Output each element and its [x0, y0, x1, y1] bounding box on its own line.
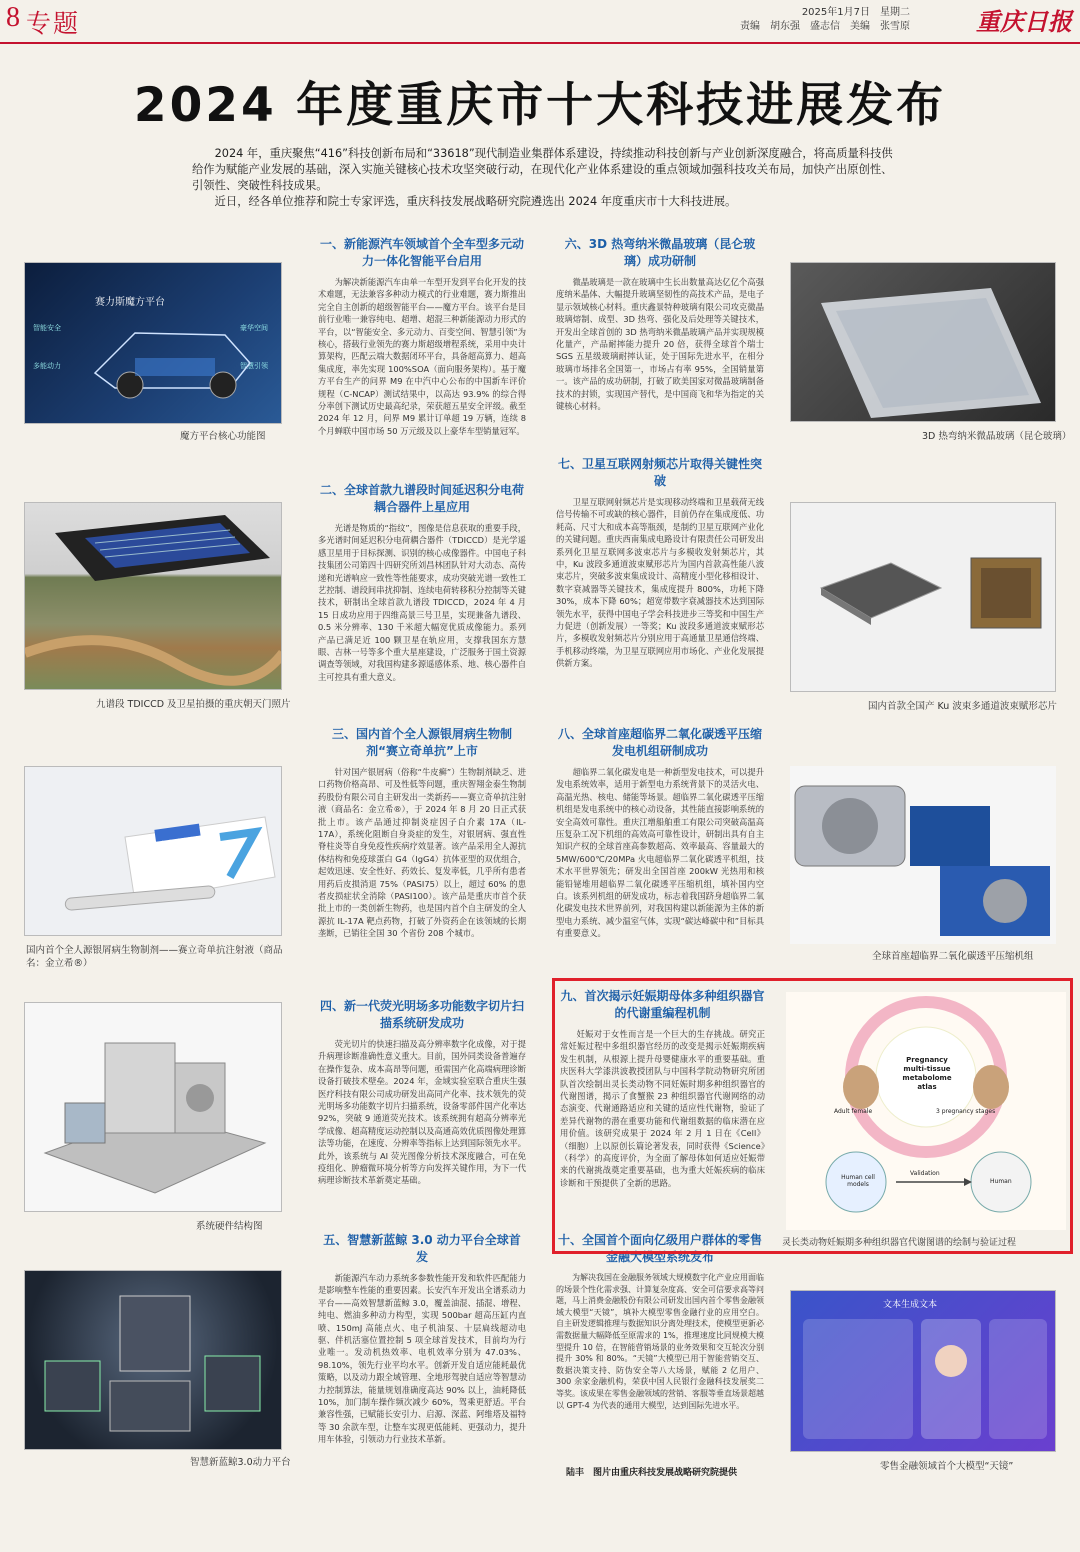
photo-rf-chip — [790, 502, 1056, 692]
article-title: 九、首次揭示妊娠期母体多种组织器官的代谢重编程机制 — [560, 989, 765, 1020]
photo-caption: 灵长类动物妊娠期多种组织器官代谢图谱的绘制与验证过程 — [782, 1238, 1017, 1248]
atlas-label: Validation — [910, 1170, 940, 1177]
photo-caption: 智慧新蓝鲸3.0动力平台 — [190, 1457, 291, 1468]
article-body: 为解决我国在金融服务领域大规模数字化产业应用面临的场景个性化需求强、计算复杂度高、安全可信要求高等问题，马上消费金融股份有限公司研发出国内首个零售金融领域大模型“天镜”，填补大模型零售金融行业的应用空白。自主研发逻辑推理与数据知识分离处理技术，使模型更新必需数据量大幅降低至原需求的 1%，推理速度比同规模大模型提升 10 倍，在智能营销场景的业务效果和交互轮次分别提升 30% 和 80%。“天镜”大模型已用于智能营销交互、数据决策支持、防伪安全等八大场景，赋能 2 亿用户、300 余家金融机构，荣获中国人民银行金融科技发展奖二等奖。该成果在零售金融领域的营销、客服等垂直场景超越以 GPT-4 为代表的通用大模型，达到国际先进水平。 — [556, 1273, 764, 1410]
article-8 — [556, 726, 764, 940]
article-6 — [556, 236, 764, 412]
article-3 — [318, 726, 526, 940]
atlas-label: 3 pregnancy stages — [936, 1108, 996, 1115]
photo-scanner-hardware — [24, 1002, 282, 1212]
drug-box-label: 赛立奇单抗注射液 — [152, 834, 210, 850]
photo-caption: 系统硬件结构图 — [196, 1221, 263, 1232]
photo-drug-box — [24, 766, 282, 936]
section-name: 专题 — [26, 9, 81, 38]
date-line: 2025年1月7日 星期二 — [801, 7, 910, 18]
page-number: 8 — [6, 2, 20, 33]
photo-caption: 零售金融领域首个大模型“天镜” — [880, 1461, 1014, 1472]
screen-title: 文本生成文本 — [883, 1300, 938, 1310]
photo-tdiccd — [24, 502, 282, 690]
photo-caption: 3D 热弯纳米微晶玻璃（昆仑玻璃） — [922, 431, 1072, 442]
article-body: 微晶玻璃是一款在玻璃中生长出数量高达亿亿个高强度纳米晶体、大幅提升玻璃坚韧性的高技术产品，是电子显示领域核心材料。重庆鑫景特种玻璃有限公司攻克微晶玻璃熔制、成型、3D 热弯、强化及后处理等关键技术，开发出全球首创的 3D 热弯纳米微晶玻璃产品并实现规模化量产，产品耐摔能力提升 20 倍，获得全球首个瑞士 SGS 五星级玻璃耐摔认证，处于国际先进水平，在相分玻璃市场排名全国第一，市场占有率 95%，全国销量第一。该产品的成功研制，打破了欧美国家对微晶玻璃制备技术的封锁，实现国产替代，是中国商飞和华为指定的关键核心材料。 — [556, 277, 764, 412]
drug-package-illustration — [25, 767, 282, 936]
article-title: 八、全球首座超临界二氧化碳透平压缩发电机组研制成功 — [557, 727, 762, 758]
intro-paragraph: 2024 年，重庆聚焦“416”科技创新布局和“33618”现代制造业集群体系建设，持续推动科技创新与产业创新深度融合，将高质量科技供给作为赋能产业发展的基础，深入实施关键核心技术攻坚突破行动，在现代化产业体系建设的重点领域加强科技攻关布局，加快产出原创性、引领性、突破性科技成果。 — [192, 147, 893, 192]
photo-label: 多能动力 — [33, 362, 61, 370]
photo-glass — [790, 262, 1056, 422]
photo-caption: 国内首款全国产 Ku 波束多通道波束赋形芯片 — [868, 701, 1057, 712]
photo-caption: 国内首个全人源银屑病生物制剂——赛立奇单抗注射液（商品名：金立希®） — [26, 945, 283, 969]
photo-caption: 九谱段 TDICCD 及卫星拍摄的重庆朝天门照片 — [96, 699, 291, 710]
masthead — [0, 0, 1080, 44]
article-title: 五、智慧新蓝鲸 3.0 动力平台全球首发 — [323, 1233, 521, 1264]
paper-logo: 重庆日报 — [976, 7, 1072, 36]
photo-tianjing-model — [790, 1290, 1056, 1452]
byline: 陆丰 图片由重庆科技发展战略研究院提供 — [566, 1468, 738, 1478]
intro-paragraph: 近日，经各单位推荐和院士专家评选，重庆科技发展战略研究院遴选出 2024 年度重庆市十大科技进展。 — [214, 195, 737, 208]
glass-illustration — [791, 263, 1056, 422]
atlas-label: Human — [990, 1178, 1012, 1185]
article-1 — [318, 236, 526, 437]
article-title: 七、卫星互联网射频芯片取得关键性突破 — [557, 457, 762, 488]
article-10 — [556, 1232, 764, 1411]
editors-line: 责编 胡东强 盛志信 美编 张雪原 — [740, 21, 910, 32]
article-body: 针对国产银屑病（俗称“牛皮癣”）生物制剂缺乏、进口药物价格高昂、可及性低等问题，重庆智翔金泰生物制药股份有限公司自主研发出一类新药——赛立奇单抗注射液（商品名：金立希®），于 2024 年 8 月 20 日正式获批上市。该产品通过抑制炎症因子白介素 17A（IL-17A），系统化阻断自身炎症的发生，对银屑病、强直性脊柱炎等自身免疫性疾病疗效显著。该产品采用全人源抗体结构和免疫球蛋白 G4（IgG4）抗体亚型的双优组合，起效迅速、安全性好、药效长、复发率低，几乎所有患者用药后皮损消退 75%（PASI75）以上，超过 60% 的患者皮损症状全消除（PASI100）。该产品是重庆市首个获批上市的一类创新生物药，也是国内首个自主研发的全人源抗 IL-17A 靶点药物，打破了外资药企在该领域的长期垄断，已销往全国 30 个省份 208 个城市。 — [318, 767, 527, 939]
photo-bluewhale-engines — [24, 1270, 282, 1450]
article-body: 卫星互联网射频芯片是实现移动终端和卫星载荷无线信号传输不可或缺的核心器件，目前仍存在集成度低、功耗高、尺寸大和成本高等瓶颈，是制约卫星互联网产业化的关键问题。重庆西南集成电路设计有限责任公司研发出系列化卫星互联网多波束芯片与多模收发射频芯片，其中，Ku 波段多通道波束赋形芯片为国内首款高性能八波束芯片，突破多波束集成设计、高精度小型化移相设计、数字衰减器等关键技术，集成度提升 800%，功耗下降 30%，成本下降 60%；超宽带数字衰减器技术达到国际领先水平，获得中国电子学会科技进步三等奖和中国生产力促进（创新发展）一等奖；Ku 波段多通道波束赋形芯片，多模收发射频芯片分别应用于高通量卫星通信终端、手机移动终端，为卫星互联网应用市场化、产业化发展提供新方案。 — [556, 497, 764, 669]
article-body: 新能源汽车动力系统多参数性能开发和软件匹配能力是影响整车性能的重要因素。长安汽车开发出全谱系动力平台——高效智慧新蓝鲸 3.0，覆盖油混、插混、增程、纯电、燃油多种动力构型，实现 500bar 超高压缸内直喷、150mJ 高能点火、电子机油泵、十层扁线超动电驱、伴机活塞位置控制 5 项全球首发技术，目前均为行业唯一。发动机热效率、电机效率分别为 47.03%、98.10%，领先行业平均水平。创新开发自适应能耗最优策略，以及动力跟全域管理、全地形驾驶自适应等智慧动力控制算法，能量规划准确度高达 90% 以上，油耗降低 10%，加门制车操作频次减少 60%，驾乘更舒适。平台兼容性强，已赋能长安引力、启源、深蓝、阿维塔及福特等 30 余款车型，让整车实现更低能耗、更强动力，提升用车体验，引领动力行业技术革新。 — [318, 1273, 526, 1445]
masthead-meta — [740, 6, 910, 34]
chip-illustration — [25, 503, 282, 690]
article-body: 超临界二氧化碳发电是一种新型发电技术，可以提升发电系统效率，适用于新型电力系统背景下的灵活火电、高温光热、核电、储能等场景。超临界二氧化碳透平压缩机组是发电系统中的核心动设备，其性能直接影响系统的安全高效可靠性。重庆江增船舶重工有限公司突破高温高压复杂工况下机组的高效高可靠性设计，研制出具有自主知识产权的全球首座高参数超高、效率最高、容量最大的 5MW/600℃/20MPa 火电超临界二氧化碳透平机组，技术水平世界领先；研发出全国首座 200kW 光热用和核能铅铋堆用超临界二氧化碳透平压缩机组，填补国内空白。该系列机组的研发成功，标志着我国跻身超临界二氧化碳发电技术世界前列，对我国构建以新能源为主体的新型电力系统、减少温室气体，实现“碳达峰碳中和”目标具有重要意义。 — [556, 767, 764, 939]
rf-chip-illustration — [791, 503, 1056, 692]
engines-illustration — [25, 1271, 282, 1450]
car-chassis-illustration — [25, 263, 282, 424]
article-2 — [318, 482, 526, 683]
article-4 — [318, 998, 526, 1187]
photo-label: 豪华空间 — [240, 324, 268, 332]
article-7 — [556, 456, 764, 670]
photo-turbine — [790, 766, 1056, 944]
model-ui-illustration — [791, 1291, 1056, 1452]
article-body: 妊娠对于女性而言是一个巨大的生存挑战。研究正常妊娠过程中多组织器官经历的改变是揭示妊娠期疾病发生机制，从根源上提升母婴健康水平的重要基础。重庆医科大学漆洪波教授团队与中国科学院动物研究所团队首次绘制出灵长类动物不同妊娠时期多种组织器官的代谢图谱，揭示了食蟹猴 23 种组织器官代谢网络的动态演变、代谢通路适应和关键的适应性代谢物，验证了差异代谢物的潜在重要功能和代谢组数据的临床潜在应用价值。该研究成果于 2024 年 2 月 1 日在《Cell》（细胞）上以原创长篇论著发表，同时获得《Science》（科学）的高度评价，为全面了解母体如何适应妊娠带来的代谢挑战奠定重要基础，也为重大妊娠疾病的临床诊断和干预提供了全新的思路。 — [560, 1029, 765, 1188]
scanner-illustration — [25, 1003, 282, 1212]
atlas-center-title: Pregnancy multi-tissue metabolome atlas — [902, 1056, 952, 1091]
photo-mofang-platform — [24, 262, 282, 424]
highlight-box — [552, 978, 1073, 1254]
atlas-label: Adult female — [834, 1108, 873, 1115]
article-title: 三、国内首个全人源银屑病生物制剂“赛立奇单抗”上市 — [331, 727, 512, 758]
photo-caption: 魔方平台核心功能图 — [180, 431, 266, 442]
article-body: 为解决新能源汽车由单一车型开发到平台化开发的技术难题，无法兼容多种动力模式的行业难题，赛力斯推出完全自主创新的超级智能平台——魔方平台。该平台是目前行业唯一兼容纯电、超增、超混三种新能源动力形式的平台，以“智能安全、多元动力、百变空间、智慧引领”为核心，搭载行业领先的赛力斯超级增程系统，采用中央计算架构，匹配云端大数据闭环平台，具备超高算力、超高集成度，率先实现 100%SOA（面向服务架构）。基于魔方平台生产的问界 M9 在中汽中心公布的中国新车评价规程（C-NCAP）测试结果中，以高达 93.9% 的综合得分率创下测试历史最高纪录，荣获超五星安全评级。截至 2024 年 12 月，问界 M9 累计订单超 19 万辆，连续 8 个月蝉联中国市场 50 万元级及以上豪华车型销量冠军。 — [318, 277, 526, 436]
intro — [192, 146, 898, 210]
article-title: 一、新能源汽车领域首个全车型多元动力一体化智能平台启用 — [319, 237, 524, 268]
photo-caption: 全球首座超临界二氧化碳透平压缩机组 — [872, 951, 1034, 962]
article-title: 六、3D 热弯纳米微晶玻璃（昆仑玻璃）成功研制 — [564, 237, 756, 268]
photo-label: 智慧引领 — [240, 362, 268, 370]
article-title: 十、全国首个面向亿级用户群体的零售金融大模型系统发布 — [557, 1233, 762, 1264]
atlas-label: Human cell models — [841, 1174, 875, 1188]
photo-label: 智能安全 — [33, 324, 61, 332]
turbine-illustration — [790, 766, 1056, 944]
article-title: 四、新一代荧光明场多功能数字切片扫描系统研发成功 — [319, 999, 524, 1030]
photo-overlay-title: 赛力斯魔方平台 — [95, 297, 165, 308]
page-title: 2024 年度重庆市十大科技进展发布 — [133, 78, 947, 133]
article-title: 二、全球首款九谱段时间延迟积分电荷耦合器件上星应用 — [319, 483, 524, 514]
article-5 — [318, 1232, 526, 1446]
article-body: 荧光切片的快速扫描及高分辨率数字化成像，对于提升病理诊断准确性意义重大。目前，国外同类设备普遍存在操作复杂、成本高昂等问题，亟需国产化高端病理诊断设备打破技术壁垒。2024 年，金域实验室联合重庆生强医疗科技有限公司成功研发出高同产化率、技术领先的荧光明场多功能数字切片扫描系统，设备零部件国产化率达 92%，突破 9 通道荧光技术。该系统拥有超高分辨率光学成像、超高精度运动控制以及高通高效优质图像处理算法等功能，在速度、分辨率等指标上达到国际领先水平。此外，该系统与 AI 荧光图像分析技术深度融合，可在免疫组化、肿瘤微环境分析等方向发挥关键作用，为下一代病理诊断技术革新奠定基础。 — [318, 1039, 526, 1186]
article-body: 光谱是物质的“指纹”，图像是信息获取的重要手段，多光谱时间延迟积分电荷耦合器件（TDICCD）是光学遥感卫星用于目标探测、识别的核心成像器件。中国电子科技集团公司第四十四研究所刘昌林团队针对大动态、高传递和光谱响应一致性等性能要求，成功突破光谱一致性工艺控制、谱段间串扰抑制、连续电荷转移积分控制等关键技术，研制出全球首款九谱段 TDICCD，2024 年 4 月 15 日成功应用于四维高景三号卫星，实现兼备九谱段、0.5 米分辨率、130 千米超大幅宽优质成像能力。系列产品已满足近 100 颗卫星在轨应用，支撑我国东方慧眼、吉林一号等多个重大星座建设，广泛服务于国土资源调查等领域，对我国构建多源遥感体系、地、核心器件自主可控具有重大意义。 — [318, 523, 526, 682]
